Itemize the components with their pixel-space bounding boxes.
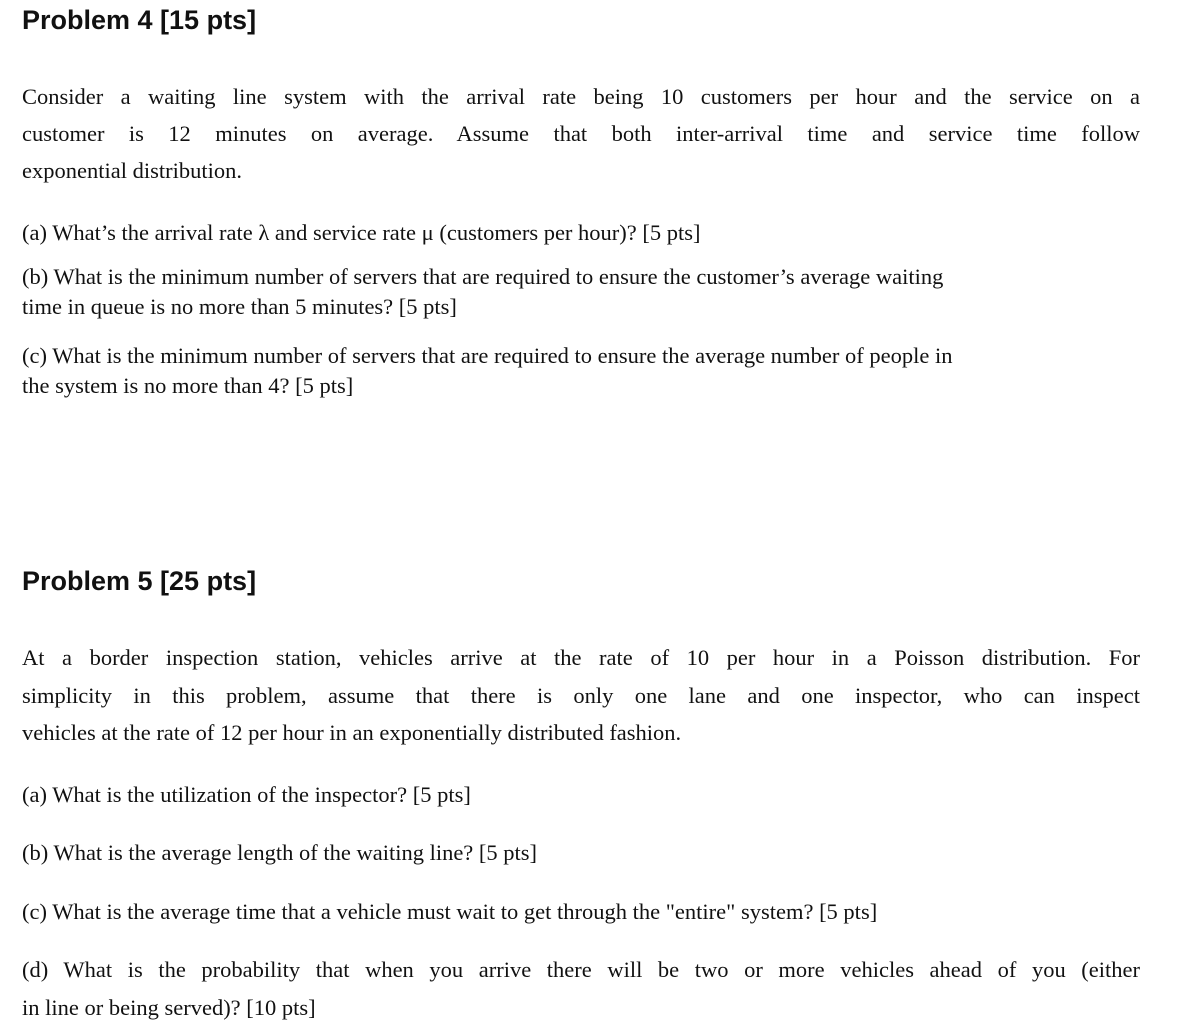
problem-4-intro-line: exponential distribution. bbox=[22, 158, 242, 183]
problem-5-intro-line: vehicles at the rate of 12 per hour in an exponentially distributed fashion. bbox=[22, 720, 682, 745]
problem-5-intro-line: simplicity in this problem, assume that there is only one lane and one inspector, who can inspect bbox=[22, 683, 1140, 708]
problem-4-part-b: (b) What is the minimum number of servers that are required to ensure the customer’s average waiting bbox=[22, 264, 944, 289]
problem-5-part-d: (d) What is the probability that when you arrive there will be two or more vehicles ahead of you (either bbox=[22, 957, 1140, 982]
problem-4-part-b: time in queue is no more than 5 minutes? [5 pts] bbox=[22, 294, 457, 319]
problem-4-part-c: (c) What is the minimum number of servers that are required to ensure the average number of people in bbox=[22, 343, 953, 368]
problem-5-part-a: (a) What is the utilization of the inspector? [5 pts] bbox=[22, 782, 471, 807]
problem-5-part-c: (c) What is the average time that a vehicle must wait to get through the "entire" system? [5 pts] bbox=[22, 899, 878, 924]
problem-4-title: Problem 4 [15 pts] bbox=[22, 5, 257, 35]
problem-4-part-a: (a) What’s the arrival rate λ and service rate μ (customers per hour)? [5 pts] bbox=[22, 220, 701, 245]
problem-4-intro-line: Consider a waiting line system with the arrival rate being 10 customers per hour and the service on a bbox=[22, 84, 1140, 109]
problem-5-part-d: in line or being served)? [10 pts] bbox=[22, 995, 316, 1020]
problem-5-intro-line: At a border inspection station, vehicles arrive at the rate of 10 per hour in a Poisson distribution. For bbox=[22, 645, 1140, 670]
problem-4-part-c: the system is no more than 4? [5 pts] bbox=[22, 373, 354, 398]
problem-4-intro-line: customer is 12 minutes on average. Assume that both inter-arrival time and service time follow bbox=[22, 121, 1140, 146]
problem-5-part-b: (b) What is the average length of the waiting line? [5 pts] bbox=[22, 840, 538, 865]
problem-5-title: Problem 5 [25 pts] bbox=[22, 566, 257, 596]
